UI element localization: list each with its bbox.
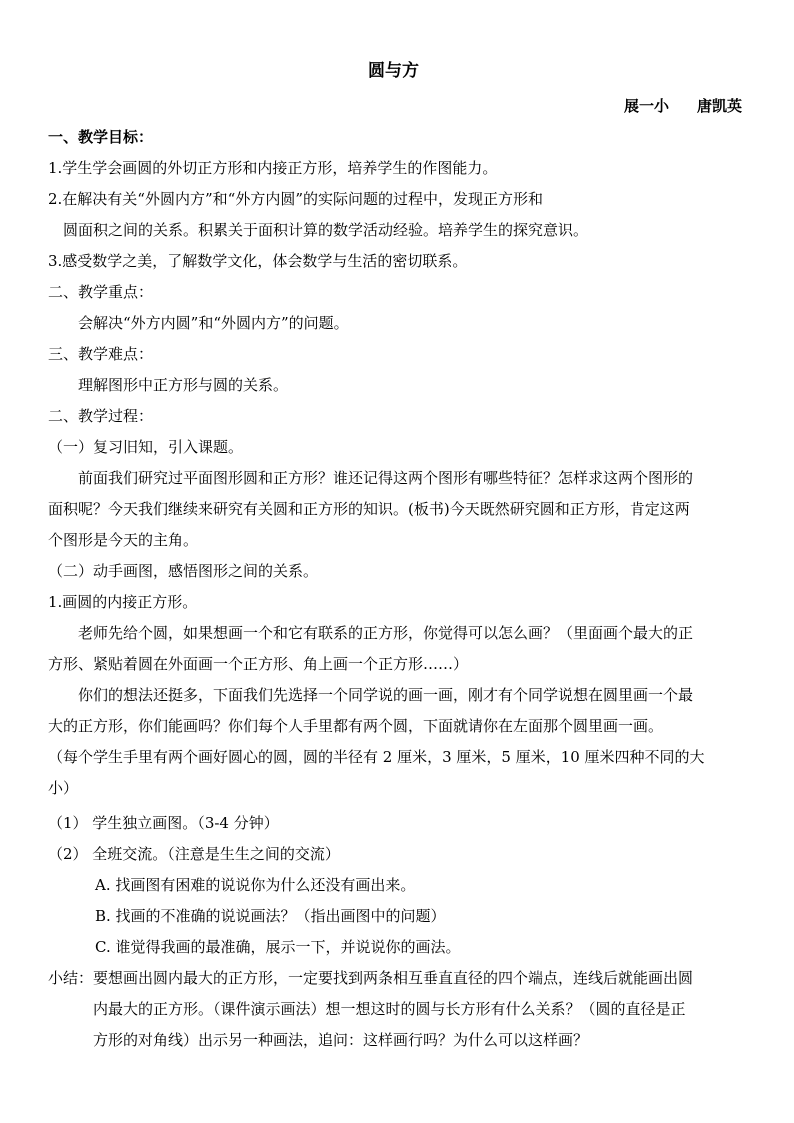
- goals-heading: 一、教学目标：: [48, 128, 154, 146]
- part2-heading: （二）动手画图，感悟图形之间的关系。: [48, 562, 319, 580]
- step1-paragraph-line: 你们的想法还挺多，下面我们先选择一个同学说的画一画，刚才有个同学说想在圆里画一个最: [78, 686, 694, 704]
- goal-3: 3.感受数学之美，了解数学文化，体会数学与生活的密切联系。: [48, 252, 468, 270]
- summary-line: 方形的对角线）出示另一种画法，追问：这样画行吗？为什么可以这样画？: [93, 1031, 589, 1049]
- sub-item-1: （1） 学生独立画图。（3-4 分钟）: [48, 814, 279, 832]
- sub-item-b: B. 找画的不准确的说说画法？（指出画图中的问题）: [95, 907, 446, 925]
- step1-paragraph-line: 大的正方形，你们能画吗？你们每个人手里都有两个圆，下面就请你在左面那个圆里画一画。: [48, 717, 664, 735]
- sub-item-2: （2） 全班交流。（注意是生生之间的交流）: [48, 845, 340, 863]
- summary-line: 小结：要想画出圆内最大的正方形，一定要找到两条相互垂直直径的四个端点，连线后就能画出圆: [48, 969, 694, 987]
- step1-heading: 1.画圆的内接正方形。: [48, 593, 198, 611]
- part1-paragraph-line: 个图形是今天的主角。: [48, 531, 199, 549]
- step1-paragraph-line: （每个学生手里有两个画好圆心的圆，圆的半径有 2 厘米，3 厘米，5 厘米，10 厘米四种不同的大: [48, 748, 705, 766]
- step1-paragraph-line: 老师先给个圆，如果想画一个和它有联系的正方形，你觉得可以怎么画？（里面画个最大的正: [78, 624, 694, 642]
- goal-2b: 圆面积之间的关系。积累关于面积计算的数学活动经验。培养学生的探究意识。: [63, 221, 589, 239]
- step1-paragraph-line: 方形、紧贴着圆在外面画一个正方形、角上画一个正方形……）: [48, 655, 469, 673]
- key-heading: 二、教学重点：: [48, 283, 154, 301]
- step1-paragraph-line: 小）: [48, 779, 79, 797]
- sub-item-a: A. 找画图有困难的说说你为什么还没有画出来。: [95, 876, 416, 894]
- difficult-text: 理解图形中正方形与圆的关系。: [78, 376, 289, 394]
- sub-item-c: C. 谁觉得我画的最准确，展示一下，并说说你的画法。: [95, 938, 461, 956]
- part1-paragraph-line: 面积呢？今天我们继续来研究有关圆和正方形的知识。(板书)今天既然研究圆和正方形，肯定这两: [48, 500, 690, 518]
- author-school: 展一小: [624, 97, 670, 115]
- goal-1: 1.学生学会画圆的外切正方形和内接正方形，培养学生的作图能力。: [48, 159, 498, 177]
- part1-heading: （一）复习旧知，引入课题。: [48, 438, 244, 456]
- summary-line: 内最大的正方形。（课件演示画法）想一想这时的圆与长方形有什么关系？（圆的直径是正: [93, 1000, 686, 1018]
- author-name: 唐凯英: [697, 97, 743, 115]
- page-title: 圆与方: [368, 61, 419, 81]
- difficult-heading: 三、教学难点：: [48, 345, 154, 363]
- process-heading: 二、教学过程：: [48, 407, 154, 425]
- key-text: 会解决“外方内圆”和“外圆内方”的问题。: [78, 314, 349, 332]
- part1-paragraph-line: 前面我们研究过平面图形圆和正方形？谁还记得这两个图形有哪些特征？怎样求这两个图形的: [78, 469, 694, 487]
- goal-2a: 2.在解决有关“外圆内方”和“外方内圆”的实际问题的过程中，发现正方形和: [48, 190, 543, 208]
